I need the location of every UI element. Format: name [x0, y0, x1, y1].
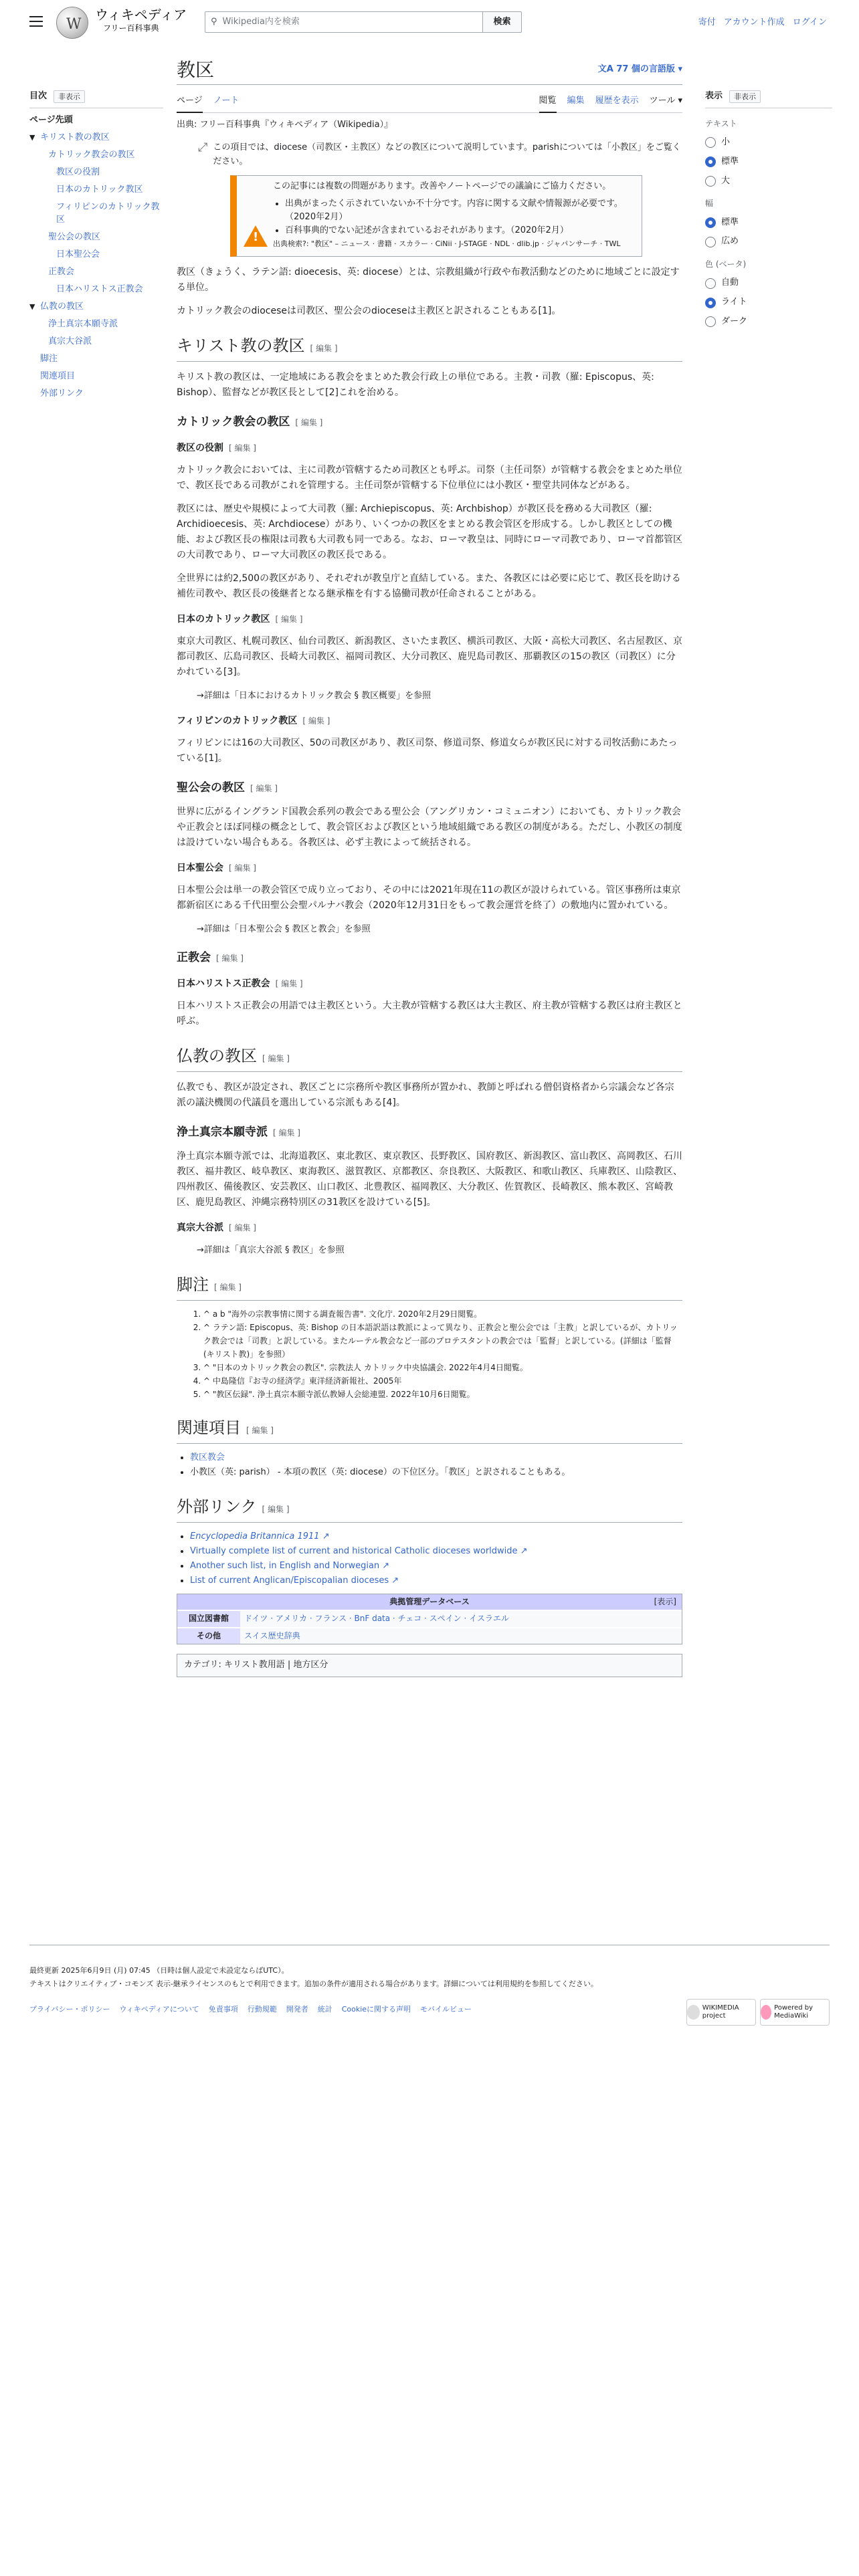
list-item[interactable]	[190, 1559, 682, 1574]
personal-tools	[698, 16, 827, 30]
footer-link[interactable]: プライバシー・ポリシー	[29, 2005, 110, 2014]
footer-link[interactable]: 免責事項	[208, 2005, 238, 2014]
toc-link[interactable]: 脚注	[40, 353, 58, 364]
language-count: 77 個の言語版	[616, 64, 675, 74]
edit-link[interactable]: [ 編集 ]	[216, 954, 244, 964]
chevron-down-icon[interactable]: ▼	[29, 132, 35, 142]
toc-item[interactable]	[29, 148, 163, 161]
edit-link[interactable]: [ 編集 ]	[246, 1426, 274, 1436]
toc-link[interactable]: 教区の役割	[56, 167, 100, 177]
list-item[interactable]	[190, 1529, 682, 1544]
radio-small[interactable]	[705, 136, 832, 150]
table-of-contents	[29, 90, 163, 405]
tab-read[interactable]: 閲覧	[539, 94, 557, 113]
page-title: 教区	[177, 59, 682, 85]
mediawiki-badge[interactable]	[760, 1999, 830, 2026]
text-size-label: テキスト	[705, 118, 737, 128]
list-item[interactable]	[190, 1574, 682, 1588]
issues-box	[230, 175, 642, 257]
appearance-hide-button[interactable]: 非表示	[729, 90, 761, 104]
toc-item[interactable]	[29, 387, 163, 400]
toc-link[interactable]: 正教会	[48, 266, 75, 277]
section-heading	[177, 780, 682, 796]
see-also-note: →詳細は「日本におけるカトリック教会 § 教区概要」を参照	[197, 690, 432, 701]
section-heading	[177, 950, 682, 966]
toc-item[interactable]	[29, 166, 163, 179]
reference-item[interactable]: 1. ^ a b "海外の宗教事情に関する調査報告書". 文化庁. 2020年2月29日閲覧。	[203, 1307, 682, 1321]
heading-text: カトリック教会の教区	[177, 415, 290, 429]
color-label: 色 (ベータ)	[705, 259, 747, 270]
radio-label: 大	[721, 175, 731, 186]
issue-item: • 百科事典的でない記述が含まれているおそれがあります。（2020年2月）	[285, 224, 636, 237]
search-form	[205, 11, 522, 33]
toc-link[interactable]: 日本のカトリック教区	[56, 184, 143, 195]
toc-item[interactable]: ページ先頭	[29, 114, 73, 125]
last-modified: 最終更新 2025年6月9日 (月) 07:45 （日時は個人設定で未設定ならばUTC）。	[29, 1966, 289, 1975]
tools-label: ツール	[649, 96, 676, 106]
external-link[interactable]: Virtually complete list of current and historical Catholic dioceses worldwide	[190, 1546, 518, 1557]
heading-text: 聖公会の教区	[177, 780, 245, 794]
site-logo[interactable]	[95, 7, 187, 33]
reference-item[interactable]: 2. ^ ラテン語: Episcopus、英: Bishop の日本語訳語は教派によって異なり、正教会と聖公会では「主教」と訳しているが、カトリック教会では「司教」と訳している。またルーテル教会など一部のプロテスタントの教会では「監督」と訳している。(詳細は「監督 (キリスト教)」を参照）	[203, 1321, 682, 1361]
wikimedia-badge[interactable]	[686, 1999, 756, 2026]
edit-link[interactable]: [ 編集 ]	[273, 1128, 300, 1138]
width-label: 幅	[705, 199, 714, 209]
issues-intro: この記事には複数の問題があります。改善やノートページでの議論にご協力ください。	[273, 181, 611, 191]
paragraph: キリスト教の教区は、一定地域にある教会をまとめた教会行政上の単位である。主教・司教（羅: Episcopus、英: Bishop）、監督などが教区長として[2]これを治める。	[177, 371, 654, 398]
section-heading	[177, 1221, 682, 1235]
paragraph: 教区には、歴史や規模によって大司教（羅: Archiepiscopus、英: Archbishop）が教区長を務める大司教区（羅: Archidioecesis、英: Archdiocese）があり、いくつかの教区をまとめる教会管区を形成する。しかし教区としての機能、および教区長の権限は司教も大司教も同一である。なお、ローマ教皇は、同時にローマ司教であり、ローマ首都管区の大司教であり、ローマ大司教区の教区長である。	[177, 503, 682, 560]
related-text[interactable]: 小教区（英: parish） - 本項の教区（英: diocese）の下位区分。「教区」と訳されることもある。	[190, 1467, 571, 1478]
authority-control	[177, 1594, 682, 1644]
authority-label: 国立図書館	[177, 1611, 240, 1626]
toc-item[interactable]	[29, 131, 163, 144]
lead-paragraph: 教区（きょうく、ラテン語: dioecesis、英: diocese）とは、宗教組織が行政や布教活動などのために地域ごとに設定する単位。	[177, 266, 680, 293]
list-item[interactable]	[190, 1544, 682, 1559]
radio-light[interactable]	[705, 296, 832, 310]
radio-icon[interactable]	[705, 316, 716, 327]
paragraph: 日本聖公会は単一の教会管区で成り立っており、その中には2021年現在11の教区が設けられている。管区事務所は東京都新宿区にある千代田聖公会聖パルナバ教会（2020年12月31日をもって教会運営を終了）の敷地内に置かれている。	[177, 884, 681, 911]
footer-link[interactable]: 統計	[317, 2005, 332, 2014]
related-list	[190, 1451, 682, 1480]
edit-link[interactable]: [ 編集 ]	[275, 979, 303, 989]
edit-link[interactable]: [ 編集 ]	[214, 1283, 242, 1293]
toc-link[interactable]: キリスト教の教区	[40, 132, 110, 142]
reference-item[interactable]: 3. ^ "日本のカトリック教会の教区". 宗教法人 カトリック中央協議会. 2022年4月4日閲覧。	[203, 1361, 682, 1374]
toc-title: 目次	[29, 91, 47, 101]
radio-label: ライト	[721, 297, 747, 308]
logo-title: ウィキペディア	[95, 7, 187, 23]
radio-icon[interactable]	[705, 176, 716, 187]
source-search[interactable]: 出典検索?: "教区" – ニュース · 書籍 · スカラー · CiNii · J-STAGE · NDL · dlib.jp · ジャパンサーチ · TWL	[273, 239, 621, 248]
edit-link[interactable]: [ 編集 ]	[310, 343, 338, 353]
edit-link[interactable]: [ 編集 ]	[229, 443, 256, 453]
toc-item[interactable]	[29, 248, 163, 261]
tab-history[interactable]: 履歴を表示	[595, 96, 639, 106]
tab-tools[interactable]: ツール ▾	[649, 96, 682, 106]
radio-icon[interactable]	[705, 137, 716, 148]
section-heading	[177, 977, 682, 990]
toc-item[interactable]	[29, 318, 163, 330]
heading-text: 仏教の教区	[177, 1048, 257, 1066]
language-button[interactable]: 文A 77 個の言語版 ▾	[597, 64, 682, 74]
chevron-down-icon[interactable]: ▼	[29, 302, 35, 311]
paragraph: 全世界には約2,500の教区があり、それぞれが教皇庁と直結している。また、各教区には必要に応じて、教区長を助ける補佐司教や、教区長の後継者となる継承権を有する協働司教が任命されることがある。	[177, 572, 681, 599]
toc-item[interactable]	[29, 183, 163, 196]
heading-text: フィリピンのカトリック教区	[177, 715, 298, 726]
heading-text: 関連項目	[177, 1420, 241, 1438]
section-heading	[177, 1418, 682, 1444]
search-icon: ⚲	[211, 16, 217, 27]
section-heading	[177, 613, 682, 626]
article	[177, 59, 682, 1677]
hatnote-text: この項目では、diocese（司教区・主教区）などの教区について説明しています。parishについては「小教区」をご覧ください。	[213, 142, 681, 167]
heading-text: 日本のカトリック教区	[177, 613, 270, 625]
reference-item[interactable]: 5. ^ "教区伝録". 浄土真宗本願寺派仏教婦人会総連盟. 2022年10月6日閲覧。	[203, 1388, 682, 1401]
search-placeholder: Wikipedia内を検索	[222, 16, 300, 27]
license-text: テキストはクリエイティブ・コモンズ 表示-継承ライセンスのもとで利用できます。追加の条件が適用される場合があります。詳細については利用規約を参照してください。	[29, 1979, 598, 1988]
footer-link[interactable]: 行動規範	[247, 2005, 277, 2014]
radio-selected-icon[interactable]	[705, 217, 716, 228]
page-footer	[29, 1945, 830, 2020]
radio-auto[interactable]	[705, 276, 832, 290]
wikimedia-logo-icon	[687, 2005, 700, 2020]
footer-link[interactable]: Cookieに関する声明	[341, 2005, 411, 2014]
radio-large[interactable]	[705, 175, 832, 189]
edit-link[interactable]: [ 編集 ]	[295, 417, 323, 427]
reference-item[interactable]: 4. ^ 中島隆信『お寺の経済学』東洋経済新報社、2005年	[203, 1374, 682, 1388]
radio-standard[interactable]	[705, 155, 832, 169]
badge-text: Powered by MediaWiki	[774, 2004, 814, 2020]
heading-text: 教区の役割	[177, 442, 223, 453]
site-sub: 出典: フリー百科事典『ウィキペディア（Wikipedia）』	[177, 120, 393, 130]
external-link[interactable]: List of current Anglican/Episcopalian dioceses	[190, 1576, 389, 1586]
footer-link[interactable]: モバイルビュー	[420, 2005, 472, 2014]
toc-item[interactable]	[29, 201, 163, 226]
toc-link[interactable]: 外部リンク	[40, 388, 84, 399]
disambiguation-icon: ⤢	[198, 140, 208, 154]
hatnote	[198, 140, 682, 169]
radio-icon[interactable]	[705, 278, 716, 289]
search-input[interactable]	[205, 11, 483, 33]
edit-link[interactable]: [ 編集 ]	[250, 783, 278, 793]
toc-link[interactable]: 真宗大谷派	[48, 336, 92, 346]
site-header	[0, 0, 859, 47]
logo-subtitle: フリー百科事典	[103, 23, 159, 33]
list-item[interactable]	[190, 1451, 682, 1465]
external-links	[190, 1529, 682, 1588]
section-heading	[177, 861, 682, 875]
radio-label: 小	[721, 136, 731, 147]
toc-item[interactable]	[29, 265, 163, 278]
heading-text: キリスト教の教区	[177, 337, 305, 355]
toc-item[interactable]	[29, 352, 163, 365]
radio-label: 標準	[721, 217, 739, 227]
lead-paragraph: カトリック教会のdioceseは司教区、聖公会のdioceseは主教区と訳されることもある[1]。	[177, 305, 561, 316]
section-heading	[177, 714, 682, 728]
category-links[interactable]: カテゴリ: キリスト教用語 | 地方区分	[177, 1654, 682, 1677]
login-link[interactable]: ログイン	[792, 17, 827, 27]
section-heading	[177, 1497, 682, 1523]
edit-link[interactable]: [ 編集 ]	[262, 1054, 290, 1064]
toc-link[interactable]: フィリピンのカトリック教区	[56, 201, 160, 225]
tab-edit[interactable]: 編集	[567, 96, 585, 106]
paragraph: 世界に広がるイングランド国教会系列の教会である聖公会（アングリカン・コミュニオン）においても、カトリック教会や正教会とほぼ同様の概念として、教会管区および教区という地域組織である教区の制度がある。ただし、小教区の制度は設けていない場合もある。各教区は、必ず主教によって統括される。	[177, 806, 682, 848]
create-account-link[interactable]: アカウント作成	[723, 17, 785, 27]
radio-label: 広め	[721, 236, 739, 247]
appearance-panel	[705, 90, 832, 329]
toc-link[interactable]: カトリック教会の教区	[48, 149, 135, 160]
toc-item[interactable]	[29, 335, 163, 348]
section-heading	[177, 1047, 682, 1072]
toc-hide-button[interactable]: 非表示	[54, 90, 85, 104]
radio-dark[interactable]	[705, 315, 832, 329]
heading-text: 正教会	[177, 951, 211, 965]
authority-label: その他	[177, 1628, 240, 1644]
heading-text: 日本聖公会	[177, 862, 223, 873]
related-link[interactable]: 教区教会	[190, 1453, 225, 1463]
warning-icon: !	[244, 225, 268, 247]
external-link-icon: ↗	[322, 1531, 330, 1542]
authority-title[interactable]: 典拠管理データベース	[389, 1597, 470, 1607]
toc-item[interactable]	[29, 370, 163, 383]
paragraph: 仏教でも、教区が設定され、教区ごとに宗務所や教区事務所が置かれ、教師と呼ばれる僧侶資格者から宗議会など各宗派の議決機関の代議員を選出している宗派もある[4]。	[177, 1082, 674, 1109]
radio-label: 標準	[721, 156, 739, 167]
toc-item[interactable]	[29, 231, 163, 243]
section-heading	[177, 1275, 682, 1301]
donate-link[interactable]: 寄付	[698, 17, 716, 27]
footer-link[interactable]: ウィキペディアについて	[119, 2005, 199, 2014]
external-link-icon: ↗	[520, 1546, 528, 1557]
paragraph: カトリック教会においては、主に司教が管轄するため司教区とも呼ぶ。司祭（主任司祭）が管轄する教会をまとめた単位で、教区長である司教がこれを管理する。主任司祭が管轄する下位単位には小教区・聖堂共同体などがある。	[177, 464, 682, 491]
authority-value[interactable]: ドイツ · アメリカ · フランス · BnF data · チェコ · スペイン · イスラエル	[240, 1611, 682, 1626]
external-link-icon: ↗	[391, 1576, 399, 1586]
external-link-icon: ↗	[382, 1561, 390, 1572]
paragraph: 浄土真宗本願寺派では、北海道教区、東北教区、東京教区、長野教区、国府教区、新潟教区、富山教区、高岡教区、石川教区、福井教区、岐阜教区、東海教区、滋賀教区、京都教区、奈良教区、大阪教区、和歌山教区、兵庫教区、山陰教区、四州教区、備後教区、安芸教区、山口教区、北豊教区、福岡教区、大分教区、佐賀教区、長崎教区、熊本教区、宮崎教区、鹿児島教区、沖縄宗務特別区の31教区を設けている[5]。	[177, 1151, 682, 1208]
edit-link[interactable]: [ 編集 ]	[229, 863, 256, 873]
authority-value[interactable]: スイス歴史辞典	[240, 1628, 682, 1644]
see-also-note: →詳細は「真宗大谷派 § 教区」を参照	[197, 1245, 345, 1256]
toc-link[interactable]: 日本ハリストス正教会	[56, 284, 143, 294]
menu-icon[interactable]	[29, 16, 43, 27]
mediawiki-logo-icon	[761, 2005, 771, 2020]
radio-icon[interactable]	[705, 237, 716, 247]
appearance-title: 表示	[705, 91, 723, 101]
edit-link[interactable]: [ 編集 ]	[262, 1505, 290, 1515]
heading-text: 真宗大谷派	[177, 1222, 223, 1234]
toc-item[interactable]	[29, 300, 163, 313]
toc-link[interactable]: 浄土真宗本願寺派	[48, 318, 118, 329]
section-heading	[177, 441, 682, 455]
section-heading	[177, 336, 682, 362]
section-heading	[177, 414, 682, 431]
heading-text: 外部リンク	[177, 1499, 257, 1517]
badge-text: WIKIMEDIA project	[702, 2004, 739, 2020]
edit-link[interactable]: [ 編集 ]	[302, 716, 330, 726]
issue-item: • 出典がまったく示されていないか不十分です。内容に関する文献や情報源が必要です。（2020年2月）	[285, 197, 636, 224]
wikipedia-logo-icon[interactable]: W	[56, 7, 88, 39]
tab-talk[interactable]: ノート	[213, 96, 240, 106]
radio-width-standard[interactable]	[705, 216, 832, 230]
radio-selected-icon[interactable]	[705, 156, 716, 167]
paragraph: 日本ハリストス正教会の用語では主教区という。大主教が管轄する教区は大主教区、府主教が管轄する教区は府主教区と呼ぶ。	[177, 1000, 682, 1027]
page-tabs	[177, 94, 682, 113]
authority-toggle[interactable]: [表示]	[654, 1597, 676, 1607]
radio-label: ダーク	[721, 316, 748, 326]
list-item[interactable]	[190, 1465, 682, 1480]
external-link[interactable]: Another such list, in English and Norwegian	[190, 1561, 380, 1572]
radio-width-wide[interactable]	[705, 235, 832, 249]
heading-text: 日本ハリストス正教会	[177, 978, 270, 990]
paragraph: 東京大司教区、札幌司教区、仙台司教区、新潟教区、さいたま教区、横浜司教区、大阪・高松大司教区、名古屋教区、京都司教区、広島司教区、長崎大司教区、福岡司教区、大分司教区、鹿児島司教区、那覇教区の15の教区（司教区）に分かれている[3]。	[177, 635, 682, 677]
heading-text: 脚注	[177, 1277, 209, 1295]
toc-link[interactable]: 関連項目	[40, 370, 76, 381]
external-link[interactable]: Encyclopedia Britannica 1911	[190, 1531, 320, 1542]
radio-label: 自動	[721, 278, 739, 288]
footer-link[interactable]: 開発者	[286, 2005, 308, 2014]
references-list	[203, 1307, 682, 1401]
translate-icon: 文A	[597, 64, 617, 74]
toc-link[interactable]: 日本聖公会	[56, 249, 100, 259]
toc-item[interactable]	[29, 283, 163, 296]
toc-link[interactable]: 聖公会の教区	[48, 231, 101, 242]
heading-text: 浄土真宗本願寺派	[177, 1125, 268, 1140]
radio-selected-icon[interactable]	[705, 298, 716, 308]
tab-page[interactable]: ページ	[177, 94, 203, 113]
see-also-note: →詳細は「日本聖公会 § 教区と教会」を参照	[197, 924, 371, 934]
section-heading	[177, 1124, 682, 1141]
search-button[interactable]: 検索	[483, 11, 522, 33]
toc-link[interactable]: 仏教の教区	[40, 301, 84, 312]
edit-link[interactable]: [ 編集 ]	[229, 1223, 256, 1233]
paragraph: フィリピンには16の大司教区、50の司教区があり、教区司祭、修道司祭、修道女らが教区民に対する司牧活動にあたっている[1]。	[177, 737, 678, 764]
edit-link[interactable]: [ 編集 ]	[275, 614, 303, 624]
